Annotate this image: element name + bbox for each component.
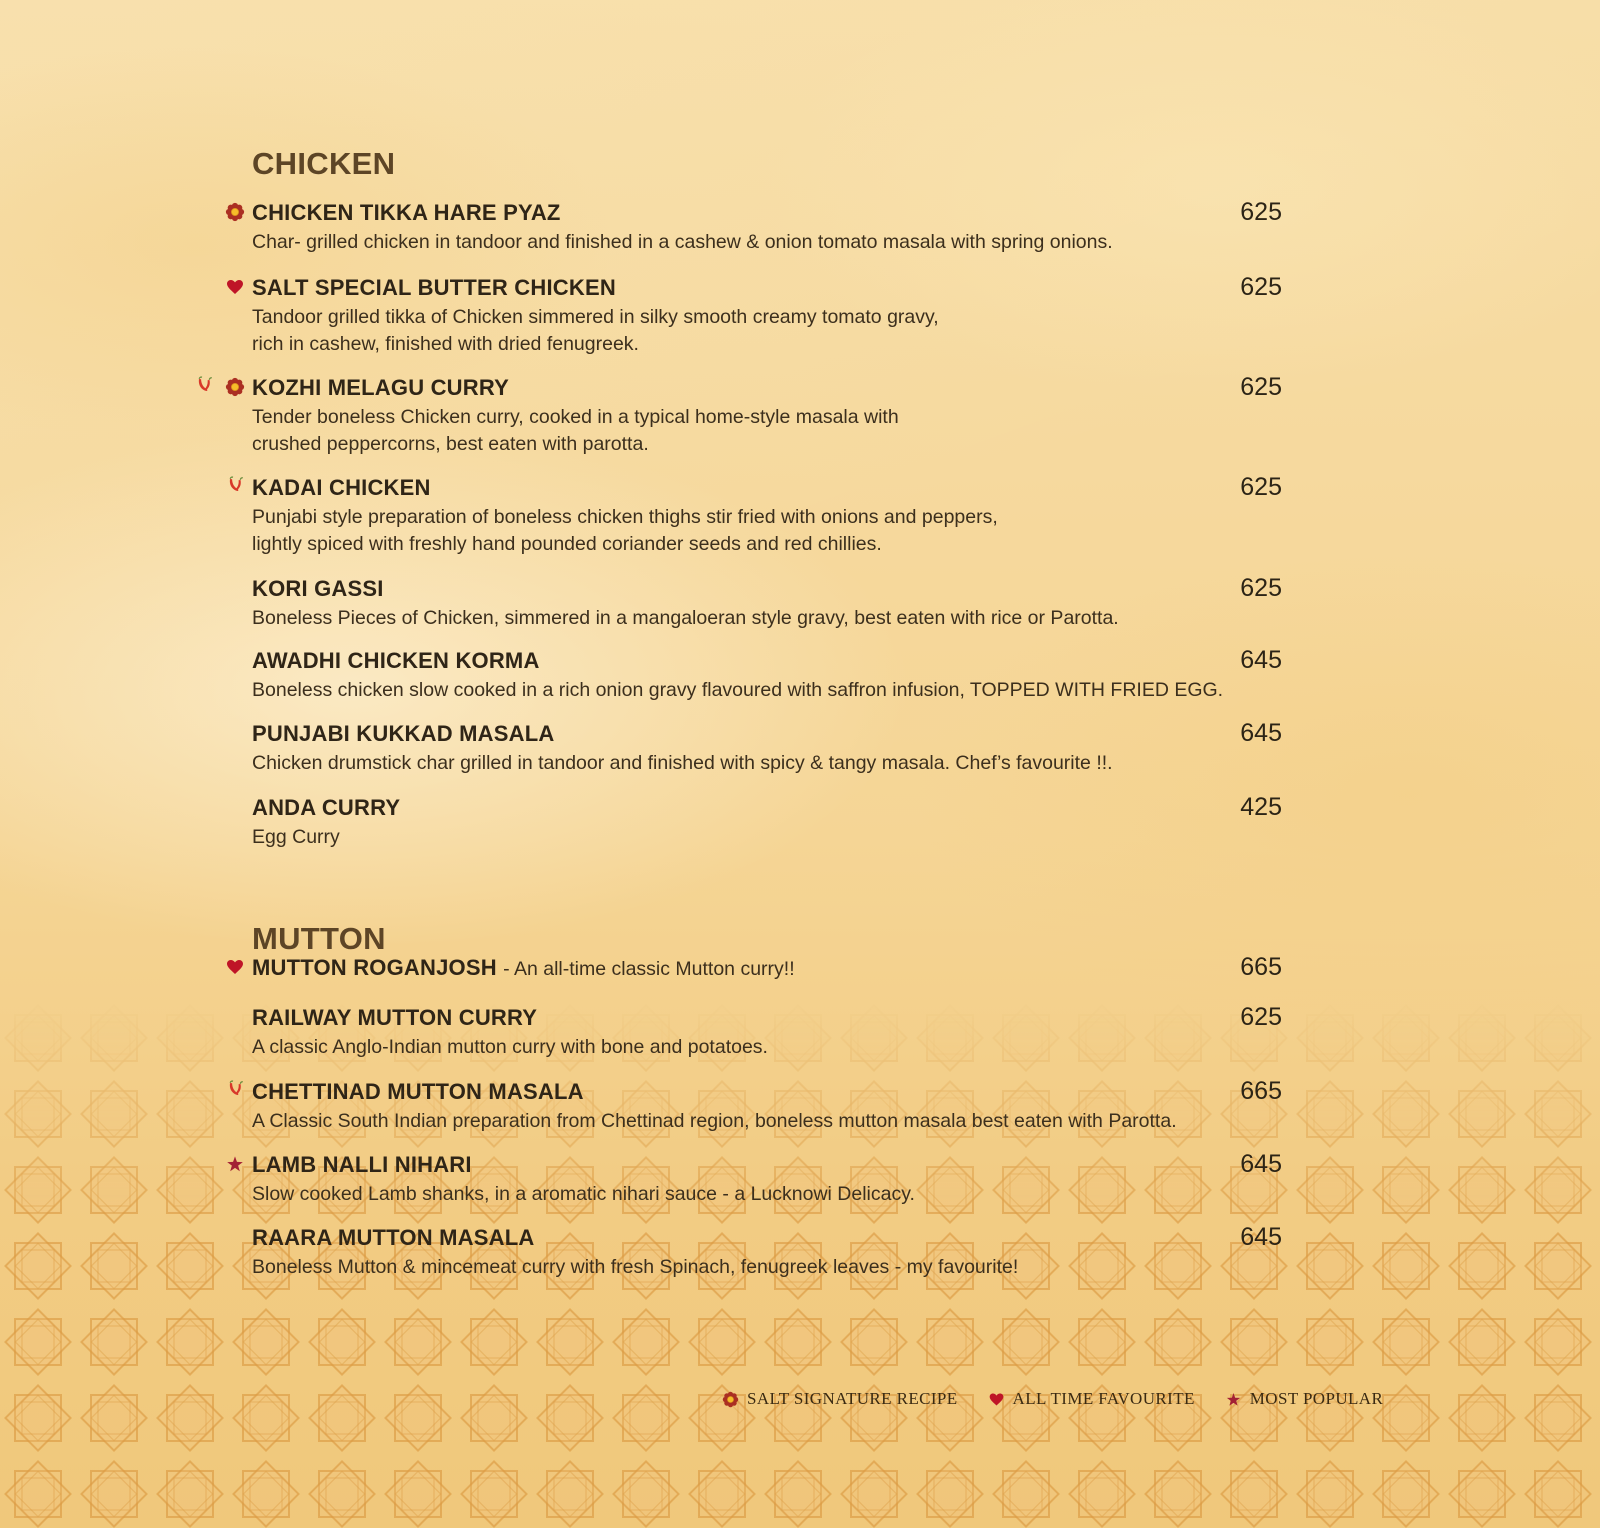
menu-item-kadai-chicken [252, 474, 1282, 558]
menu-item-punjabi-kukkad-masala [252, 720, 1282, 777]
menu-item-lamb-nalli-nihari [252, 1151, 1282, 1208]
item-description: - An all-time classic Mutton curry!! [503, 958, 795, 980]
legend-label: MOST POPULAR [1249, 1389, 1384, 1408]
item-name: ANDA CURRY [252, 795, 401, 820]
legend-label: SALT SIGNATURE RECIPE [747, 1389, 958, 1408]
item-description: Tender boneless Chicken curry, cooked in a typical home-style masala with crushed peppercorns, best eaten with parotta. [252, 406, 899, 455]
item-price: 625 [1240, 373, 1282, 401]
item-price: 645 [1240, 1150, 1282, 1178]
item-description: Tandoor grilled tikka of Chicken simmered in silky smooth creamy tomato gravy, rich in cashew, finished with dried fenugreek. [252, 306, 939, 355]
legend-item-favourite [988, 1389, 1195, 1409]
item-name: AWADHI CHICKEN KORMA [252, 648, 540, 673]
item-price: 645 [1240, 719, 1282, 747]
item-price: 625 [1240, 273, 1282, 301]
flower-icon [722, 1391, 739, 1408]
item-description: A Classic South Indian preparation from Chettinad region, boneless mutton masala best eaten with Parotta. [252, 1110, 1177, 1132]
item-price: 665 [1240, 953, 1282, 981]
chili-icon [225, 1079, 247, 1101]
item-price: 645 [1240, 646, 1282, 674]
item-name: CHICKEN TIKKA HARE PYAZ [252, 200, 561, 225]
item-name: CHETTINAD MUTTON MASALA [252, 1079, 584, 1104]
item-description: Char- grilled chicken in tandoor and finished in a cashew & onion tomato masala with spring onions. [252, 231, 1113, 253]
chili-icon [194, 375, 216, 397]
item-name: KADAI CHICKEN [252, 475, 431, 500]
menu-item-mutton-roganjosh [252, 954, 1282, 983]
item-price: 625 [1240, 1003, 1282, 1031]
menu-item-awadhi-chicken-korma [252, 647, 1282, 704]
menu-item-chettinad-mutton-masala [252, 1078, 1282, 1135]
item-price: 625 [1240, 574, 1282, 602]
legend-label: ALL TIME FAVOURITE [1012, 1389, 1195, 1408]
menu-item-kozhi-melagu-curry [252, 374, 1282, 458]
menu-item-salt-special-butter-chicken [252, 274, 1282, 358]
item-name: SALT SPECIAL BUTTER CHICKEN [252, 275, 616, 300]
item-name: KOZHI MELAGU CURRY [252, 375, 509, 400]
legend-item-popular [1225, 1389, 1383, 1409]
item-name: KORI GASSI [252, 576, 384, 601]
item-price: 425 [1240, 793, 1282, 821]
item-price: 625 [1240, 198, 1282, 226]
flower-icon [225, 202, 245, 222]
item-name: RAILWAY MUTTON CURRY [252, 1005, 538, 1030]
item-description: Boneless Mutton & mincemeat curry with fresh Spinach, fenugreek leaves - my favourite! [252, 1256, 1019, 1278]
heart-icon [988, 1391, 1005, 1408]
star-icon [1225, 1391, 1242, 1408]
item-description: Boneless Pieces of Chicken, simmered in a mangaloeran style gravy, best eaten with rice or Parotta. [252, 607, 1119, 629]
menu-item-chicken-tikka-hare-pyaz [252, 199, 1282, 256]
menu-item-railway-mutton-curry [252, 1004, 1282, 1061]
heart-icon [225, 957, 245, 977]
star-icon [225, 1154, 245, 1174]
item-name: MUTTON ROGANJOSH - An all-time classic Mutton curry!! [252, 955, 795, 980]
item-description: Egg Curry [252, 826, 340, 848]
item-name: PUNJABI KUKKAD MASALA [252, 721, 555, 746]
item-name: LAMB NALLI NIHARI [252, 1152, 472, 1177]
menu-item-raara-mutton-masala [252, 1224, 1282, 1281]
item-description: Slow cooked Lamb shanks, in a aromatic nihari sauce - a Lucknowi Delicacy. [252, 1183, 915, 1205]
item-description: Boneless chicken slow cooked in a rich onion gravy flavoured with saffron infusion, TOPPED WITH FRIED EGG. [252, 679, 1224, 701]
item-price: 645 [1240, 1223, 1282, 1251]
menu-item-anda-curry [252, 794, 1282, 851]
item-description: Chicken drumstick char grilled in tandoor and finished with spicy & tangy masala. Chef’s favourite !!. [252, 752, 1113, 774]
item-description: Punjabi style preparation of boneless chicken thighs stir fried with onions and peppers, lightly spiced with freshly hand pounded coriander seeds and red chillies. [252, 506, 998, 555]
chili-icon [225, 475, 247, 497]
heart-icon [225, 277, 245, 297]
legend-item-signature [722, 1389, 958, 1409]
menu-item-kori-gassi [252, 575, 1282, 632]
section-title-chicken: CHICKEN [252, 146, 396, 181]
item-description: A classic Anglo-Indian mutton curry with bone and potatoes. [252, 1036, 768, 1058]
flower-icon [225, 377, 245, 397]
item-price: 625 [1240, 473, 1282, 501]
section-title-mutton: MUTTON [252, 921, 386, 956]
legend [722, 1389, 1383, 1409]
item-name: RAARA MUTTON MASALA [252, 1225, 535, 1250]
item-price: 665 [1240, 1077, 1282, 1105]
